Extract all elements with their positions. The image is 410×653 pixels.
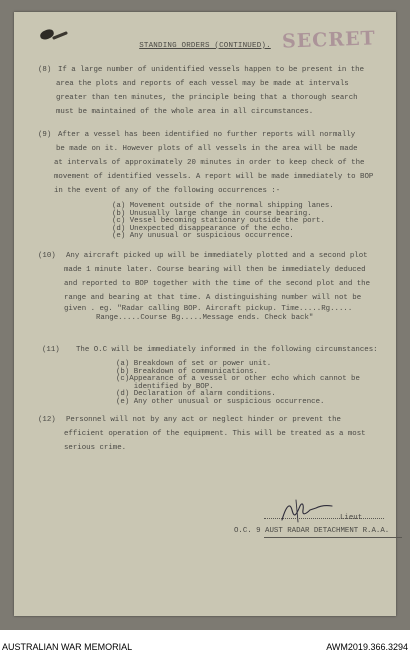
list-item: (d) Declaration of alarm conditions. bbox=[116, 390, 276, 399]
paragraph-line: given . eg. "Radar calling BOP. Aircraft pickup. Time.....Rg..... bbox=[64, 305, 353, 313]
archive-footer bbox=[0, 630, 410, 653]
paragraph-line: After a vessel has been identified no further reports will normally bbox=[58, 131, 356, 139]
paragraph-line: The O.C will be immediately informed in the following circumstances: bbox=[76, 346, 378, 354]
list-item: (c) Vessel becoming stationary outside the port. bbox=[112, 217, 325, 226]
paragraph-line: and reported to BOP together with the time of the second plot and the bbox=[64, 280, 371, 288]
paragraph-line: Personnel will not by any act or neglect hinder or prevent the bbox=[66, 416, 341, 424]
list-item: (e) Any unusual or suspicious occurrence. bbox=[112, 232, 294, 241]
accession-number: AWM2019.366.3294 bbox=[326, 642, 408, 652]
paragraph-8 bbox=[38, 63, 398, 119]
list-item: (d) Unexpected disappearance of the echo. bbox=[112, 224, 294, 233]
paragraph-number: (9) bbox=[38, 131, 52, 139]
paragraph-number: (8) bbox=[38, 66, 52, 74]
paragraph-line: efficient operation of the equipment. This will be treated as a most bbox=[64, 430, 366, 438]
document-sheet bbox=[14, 12, 396, 616]
list-item: (a) Movement outside of the normal shipping lanes. bbox=[112, 202, 334, 210]
paragraph-line: Range.....Course Bg.....Message ends. Check back" bbox=[96, 314, 314, 322]
punch-hole-tear bbox=[52, 31, 68, 40]
paragraph-12 bbox=[38, 413, 406, 455]
paragraph-line: made 1 minute later. Course bearing will then be immediately deduced bbox=[64, 266, 366, 274]
paragraph-line: If a large number of unidentified vessels happen to be present in the bbox=[58, 66, 365, 74]
paragraph-11 bbox=[42, 343, 410, 407]
paragraph-10 bbox=[38, 249, 406, 323]
paragraph-line: range and bearing at that time. A distinguishing number will not be bbox=[64, 294, 362, 302]
paragraph-number: (12) bbox=[38, 416, 56, 424]
list-item: (c)Appearance of a vessel or other echo which cannot be bbox=[116, 375, 360, 384]
list-item: identified by BOP. bbox=[116, 382, 214, 391]
signatory-rank: Lieut bbox=[340, 514, 363, 522]
occurrence-list bbox=[112, 203, 398, 241]
signatory-underline bbox=[264, 537, 402, 538]
paragraph-line: greater than ten minutes, the principle being that a thorough search bbox=[56, 94, 358, 102]
paragraph-line: movement of identified vessels. A report will be made immediately to BOP bbox=[54, 173, 374, 181]
handwritten-signature bbox=[276, 496, 336, 526]
paragraph-number: (10) bbox=[38, 252, 56, 260]
circumstance-list bbox=[116, 361, 410, 407]
list-item: (a) Breakdown of set or power unit. bbox=[116, 360, 272, 368]
signatory-unit: O.C. 9 AUST RADAR DETACHMENT R.A.A. bbox=[234, 527, 390, 535]
page-heading: STANDING ORDERS (CONTINUED). bbox=[139, 42, 271, 50]
list-item: (b) Unusually large change in course bearing. bbox=[112, 209, 312, 218]
list-item: (e) Any other unusual or suspicious occurrence. bbox=[116, 397, 325, 406]
paragraph-9 bbox=[38, 128, 398, 241]
paragraph-line: area the plots and reports of each vessel may be made at intervals bbox=[56, 80, 349, 88]
paragraph-line: at intervals of approximately 20 minutes in order to keep check of the bbox=[54, 159, 365, 167]
paragraph-number: (11) bbox=[42, 346, 60, 354]
paragraph-line: Any aircraft picked up will be immediately plotted and a second plot bbox=[66, 252, 368, 260]
signature-dotted-line bbox=[264, 518, 384, 519]
secret-stamp: SECRET bbox=[281, 27, 377, 53]
institution-name: AUSTRALIAN WAR MEMORIAL bbox=[2, 642, 133, 652]
list-item: (b) Breakdown of communications. bbox=[116, 367, 258, 376]
paragraph-line: serious crime. bbox=[64, 444, 127, 452]
paragraph-line: in the event of any of the following occurrences :- bbox=[54, 187, 281, 195]
paragraph-line: must be maintained of the whole area in all circumstances. bbox=[56, 108, 314, 116]
paragraph-line: be made on it. However plots of all vessels in the area will be made bbox=[56, 145, 358, 153]
